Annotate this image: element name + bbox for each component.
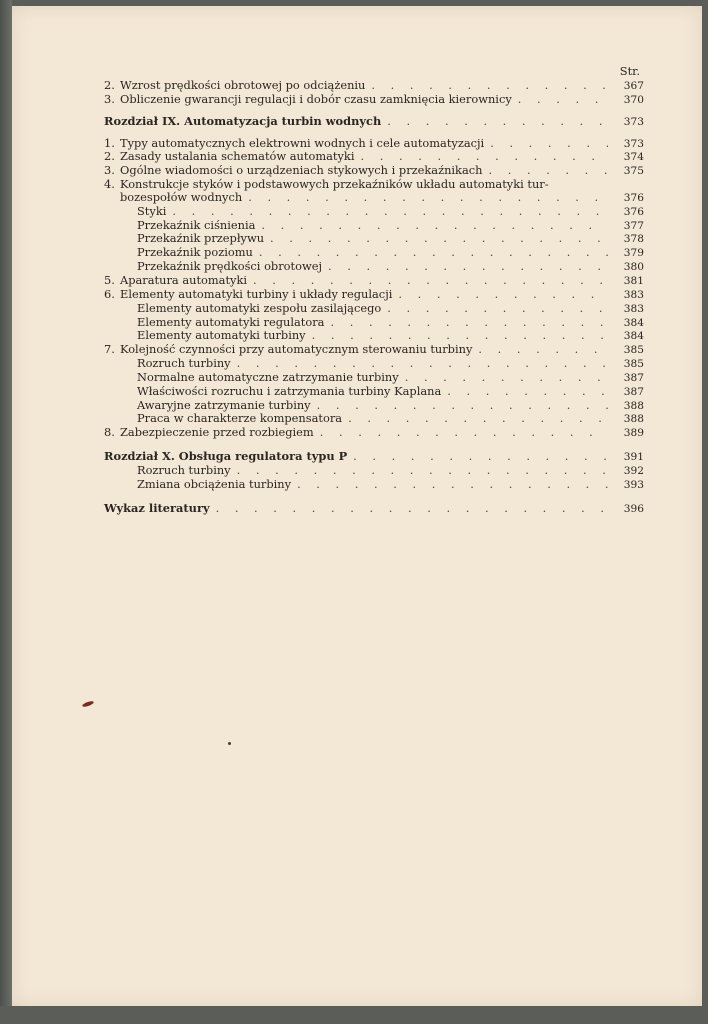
toc-subentry: Elementy automatyki turbiny . . . 384 xyxy=(104,329,644,343)
toc-subentry: Przekaźnik poziomu . . . 379 xyxy=(104,246,644,260)
toc-subentry: Styki . . . 376 xyxy=(104,205,644,219)
toc-entry: 8. Zabezpieczenie przed rozbiegiem . . . 389 xyxy=(104,426,644,440)
paper-speck xyxy=(228,742,231,745)
toc-entry: 3. Obliczenie gwarancji regulacji i dobór czasu zamknięcia kierownicy . . . 370 xyxy=(104,93,644,107)
toc-subentry: Elementy automatyki regulatora . . . 384 xyxy=(104,316,644,330)
book-cover-edge xyxy=(0,1006,708,1024)
toc-subentry: Właściwości rozruchu i zatrzymania turbiny Kaplana . . . 387 xyxy=(104,385,644,399)
toc-subentry: Przekaźnik prędkości obrotowej . . . 380 xyxy=(104,260,644,274)
toc-subentry: Przekaźnik przepływu . . . 378 xyxy=(104,232,644,246)
toc-subentry: Praca w charakterze kompensatora . . . 388 xyxy=(104,412,644,426)
toc-chapter-heading: Wykaz literatury . . . 396 xyxy=(104,502,644,516)
book-spine xyxy=(0,0,12,1024)
toc-entry: 4. Konstrukcje styków i podstawowych przekaźników układu automatyki tur- xyxy=(104,177,549,192)
toc-subentry: Normalne automatyczne zatrzymanie turbiny . . . 387 xyxy=(104,371,644,385)
toc-chapter-heading: Rozdział IX. Automatyzacja turbin wodnych . . . 373 xyxy=(104,115,644,129)
toc-entry: 1. Typy automatycznych elektrowni wodnych i cele automatyzacji . . . 373 xyxy=(104,137,644,151)
toc-entry: 2. Zasady ustalania schematów automatyki . . . 374 xyxy=(104,150,644,164)
toc-entry: 3. Ogólne wiadomości o urządzeniach stykowych i przekaźnikach . . . 375 xyxy=(104,164,644,178)
toc-subentry: Elementy automatyki zespołu zasilającego . . . 383 xyxy=(104,302,644,316)
toc-subentry: Zmiana obciążenia turbiny . . . 393 xyxy=(104,478,644,492)
toc-subentry: Rozruch turbiny . . . 385 xyxy=(104,357,644,371)
toc-chapter-heading: Rozdział X. Obsługa regulatora typu P . . . 391 xyxy=(104,450,644,464)
toc-subentry: Przekaźnik ciśnienia . . . 377 xyxy=(104,219,644,233)
toc-subentry: Awaryjne zatrzymanie turbiny . . . 388 xyxy=(104,399,644,413)
page-column-header: Str. xyxy=(619,64,640,78)
toc-subentry: Rozruch turbiny . . . 392 xyxy=(104,464,644,478)
toc-entry: 2. Wzrost prędkości obrotowej po odciążeniu . . . 367 xyxy=(104,79,644,93)
toc-entry: 5. Aparatura automatyki . . . 381 xyxy=(104,274,644,288)
toc-entry: 7. Kolejność czynności przy automatycznym sterowaniu turbiny . . . 385 xyxy=(104,343,644,357)
table-of-contents xyxy=(104,65,644,515)
toc-entry-continuation: bozespołów wodnych . . . 376 xyxy=(104,191,644,205)
paper-speck xyxy=(82,700,95,708)
toc-entry: 6. Elementy automatyki turbiny i układy regulacji . . . 383 xyxy=(104,288,644,302)
